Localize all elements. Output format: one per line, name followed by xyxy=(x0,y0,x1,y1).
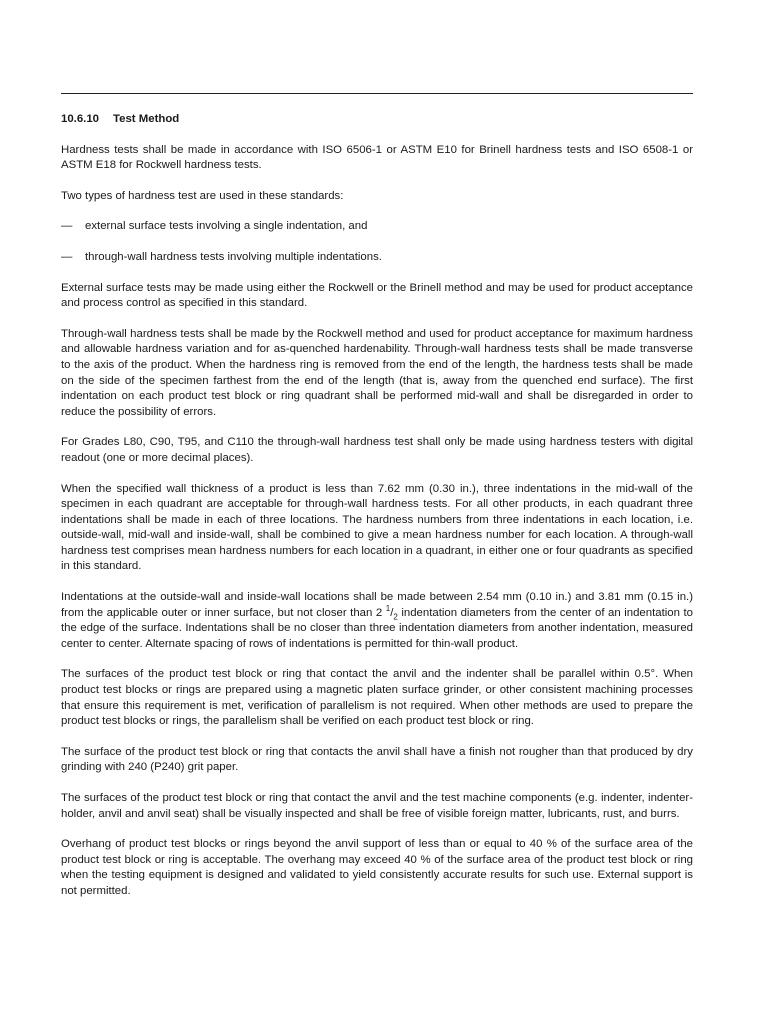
section-title: Test Method xyxy=(113,113,180,125)
fraction-denominator: 2 xyxy=(393,611,398,621)
paragraph-5: For Grades L80, C90, T95, and C110 the through-wall hardness test shall only be made using hardness testers with digital readout (one or more decimal places). xyxy=(61,436,693,464)
list-dash: — xyxy=(61,220,73,233)
section-body xyxy=(61,112,693,915)
fraction-slash: / xyxy=(390,606,394,619)
paragraph-11: Overhang of product test blocks or rings beyond the anvil support of less than or equal to 40 % of the surface area of the product test block or ring is acceptable. The overhang may exceed 40 % of the surface area of the product test block or ring when the testing equipment is designed and validated to yield consistently accurate results for such use. External support is not permitted. xyxy=(61,838,693,897)
list-item xyxy=(61,250,693,266)
paragraph-4: Through-wall hardness tests shall be made by the Rockwell method and used for product acceptance for maximum hardness and allowable hardness variation and for as-quenched hardenability. Through-wall hardness tests shall be made transverse to the axis of the product. When the hardness ring is removed from the end of the length, the hardness tests shall be made on the side of the specimen farthest from the end of the length (that is, away from the quenched end surface). The first indentation on each product test block or ring quadrant shall be performed mid-wall and shall be disregarded in order to reduce the possibility of errors. xyxy=(61,327,693,418)
paragraph-1: Hardness tests shall be made in accordance with ISO 6506-1 or ASTM E10 for Brinell hardness tests and ISO 6508-1 or ASTM E18 for Rockwell hardness tests. xyxy=(61,143,693,172)
paragraph-7-part-a: Indentations at the outside-wall and inside-wall locations shall be made between 2.54 mm (0.10 in.) and 3.81 mm (0.15 in.) from the applicable outer or inner surface, but not closer than 2 xyxy=(61,591,693,619)
list-item-text: through-wall hardness tests involving multiple indentations. xyxy=(85,250,382,263)
paragraph-7 xyxy=(61,590,693,652)
list-dash: — xyxy=(61,250,73,263)
fraction-numerator: 1 xyxy=(385,603,391,613)
list-item xyxy=(61,219,693,235)
header-rule xyxy=(61,93,693,94)
list-item-text: external surface tests involving a single indentation, and xyxy=(85,220,368,233)
paragraph-7-part-b: indentation diameters from the center of an indentation to the edge of the surface. Indentations shall be no closer than three indentation diameters from another indentation, measured center to center. Alternate spacing of rows of indentations is permitted for thin-wall product. xyxy=(61,606,693,650)
paragraph-2: Two types of hardness test are used in these standards: xyxy=(61,189,344,202)
paragraph-6: When the specified wall thickness of a product is less than 7.62 mm (0.30 in.), three indentations in the mid-wall of the specimen in each quadrant are acceptable for through-wall hardness tests. For all other products, in each quadrant three indentations shall be made in each of three locations. The hardness numbers from three indentations in each location, i.e. outside-wall, mid-wall and inside-wall, shall be combined to give a mean hardness number for each location. A through-wall hardness test comprises mean hardness numbers for each location in a quadrant, in either one or four quadrants as specified in this standard. xyxy=(61,482,693,573)
paragraph-10: The surfaces of the product test block or ring that contact the anvil and the test machine components (e.g. indenter, indenter-holder, anvil and anvil seat) shall be visually inspected and shall be free of visible foreign matter, lubricants, rust, and burrs. xyxy=(61,792,693,820)
paragraph-9: The surface of the product test block or ring that contacts the anvil shall have a finish not rougher than that produced by dry grinding with 240 (P240) grit paper. xyxy=(61,745,693,774)
paragraph-3: External surface tests may be made using either the Rockwell or the Brinell method and may be used for product acceptance and process control as specified in this standard. xyxy=(61,281,693,310)
section-heading xyxy=(61,112,693,128)
section-number: 10.6.10 xyxy=(61,113,100,125)
paragraph-8: The surfaces of the product test block or ring that contact the anvil and the indenter shall be parallel within 0.5°. When product test blocks or rings are prepared using a magnetic platen surface grinder, or other consistent machining processes that ensure this requirement is met, verification of parallelism is not required. When other methods are used to prepare the product test blocks or rings, the parallelism shall be verified on each product test block or ring. xyxy=(61,668,693,728)
